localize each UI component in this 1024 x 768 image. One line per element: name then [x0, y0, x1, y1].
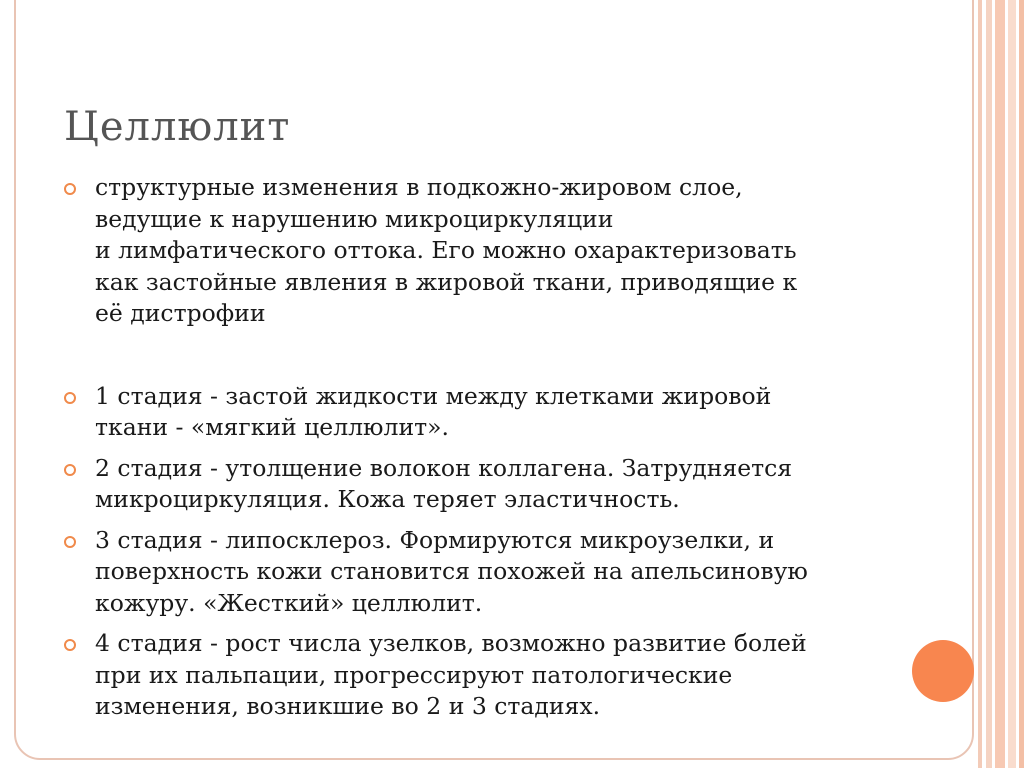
bullet-text-line: и лимфатического оттока. Его можно охарактеризовать: [95, 236, 797, 264]
bullet-list: [64, 172, 884, 723]
decorative-circle: [912, 640, 974, 702]
bullet-text-line: при их пальпации, прогрессируют патологические: [95, 660, 733, 689]
bullet-text-line: 4 стадия - рост числа узелков, возможно развитие болей: [95, 629, 807, 657]
decorative-stripe: [978, 0, 982, 768]
bullet-circle-icon: [64, 639, 76, 651]
bullet-text-line: ткани - «мягкий целлюлит».: [95, 413, 449, 441]
bullet-text-line: как застойные явления в жировой ткани, приводящие к: [95, 267, 798, 296]
bullet-item: [64, 525, 884, 620]
bullet-item: [64, 453, 884, 516]
bullet-text-line: 3 стадия - липосклероз. Формируются микроузелки, и: [95, 525, 775, 554]
bullet-circle-icon: [64, 536, 76, 548]
decorative-stripe: [1008, 0, 1016, 768]
decorative-stripe: [995, 0, 1005, 768]
bullet-circle-icon: [64, 392, 76, 404]
bullet-text-line: её дистрофии: [95, 299, 266, 327]
bullet-text-line: кожуру. «Жесткий» целлюлит.: [95, 588, 483, 617]
bullet-text-line: изменения, возникшие во 2 и 3 стадиях.: [95, 692, 601, 720]
bullet-item: [64, 628, 884, 723]
bullet-text-line: поверхность кожи становится похожей на апельсиновую: [95, 557, 808, 585]
decorative-stripe: [1019, 0, 1024, 768]
bullet-item: [64, 172, 884, 330]
bullet-text-line: микроциркуляция. Кожа теряет эластичность.: [95, 485, 680, 513]
bullet-circle-icon: [64, 464, 76, 476]
bullet-text-line: структурные изменения в подкожно-жировом слое,: [95, 173, 743, 201]
slide-title: Целлюлит: [64, 104, 291, 150]
bullet-text-line: 1 стадия - застой жидкости между клетками жировой: [95, 381, 772, 410]
bullet-text-line: 2 стадия - утолщение волокон коллагена. Затрудняется: [95, 453, 793, 482]
bullet-item: [64, 381, 884, 444]
bullet-circle-icon: [64, 183, 76, 195]
bullet-text-line: ведущие к нарушению микроциркуляции: [95, 204, 614, 233]
decorative-stripe: [986, 0, 992, 768]
